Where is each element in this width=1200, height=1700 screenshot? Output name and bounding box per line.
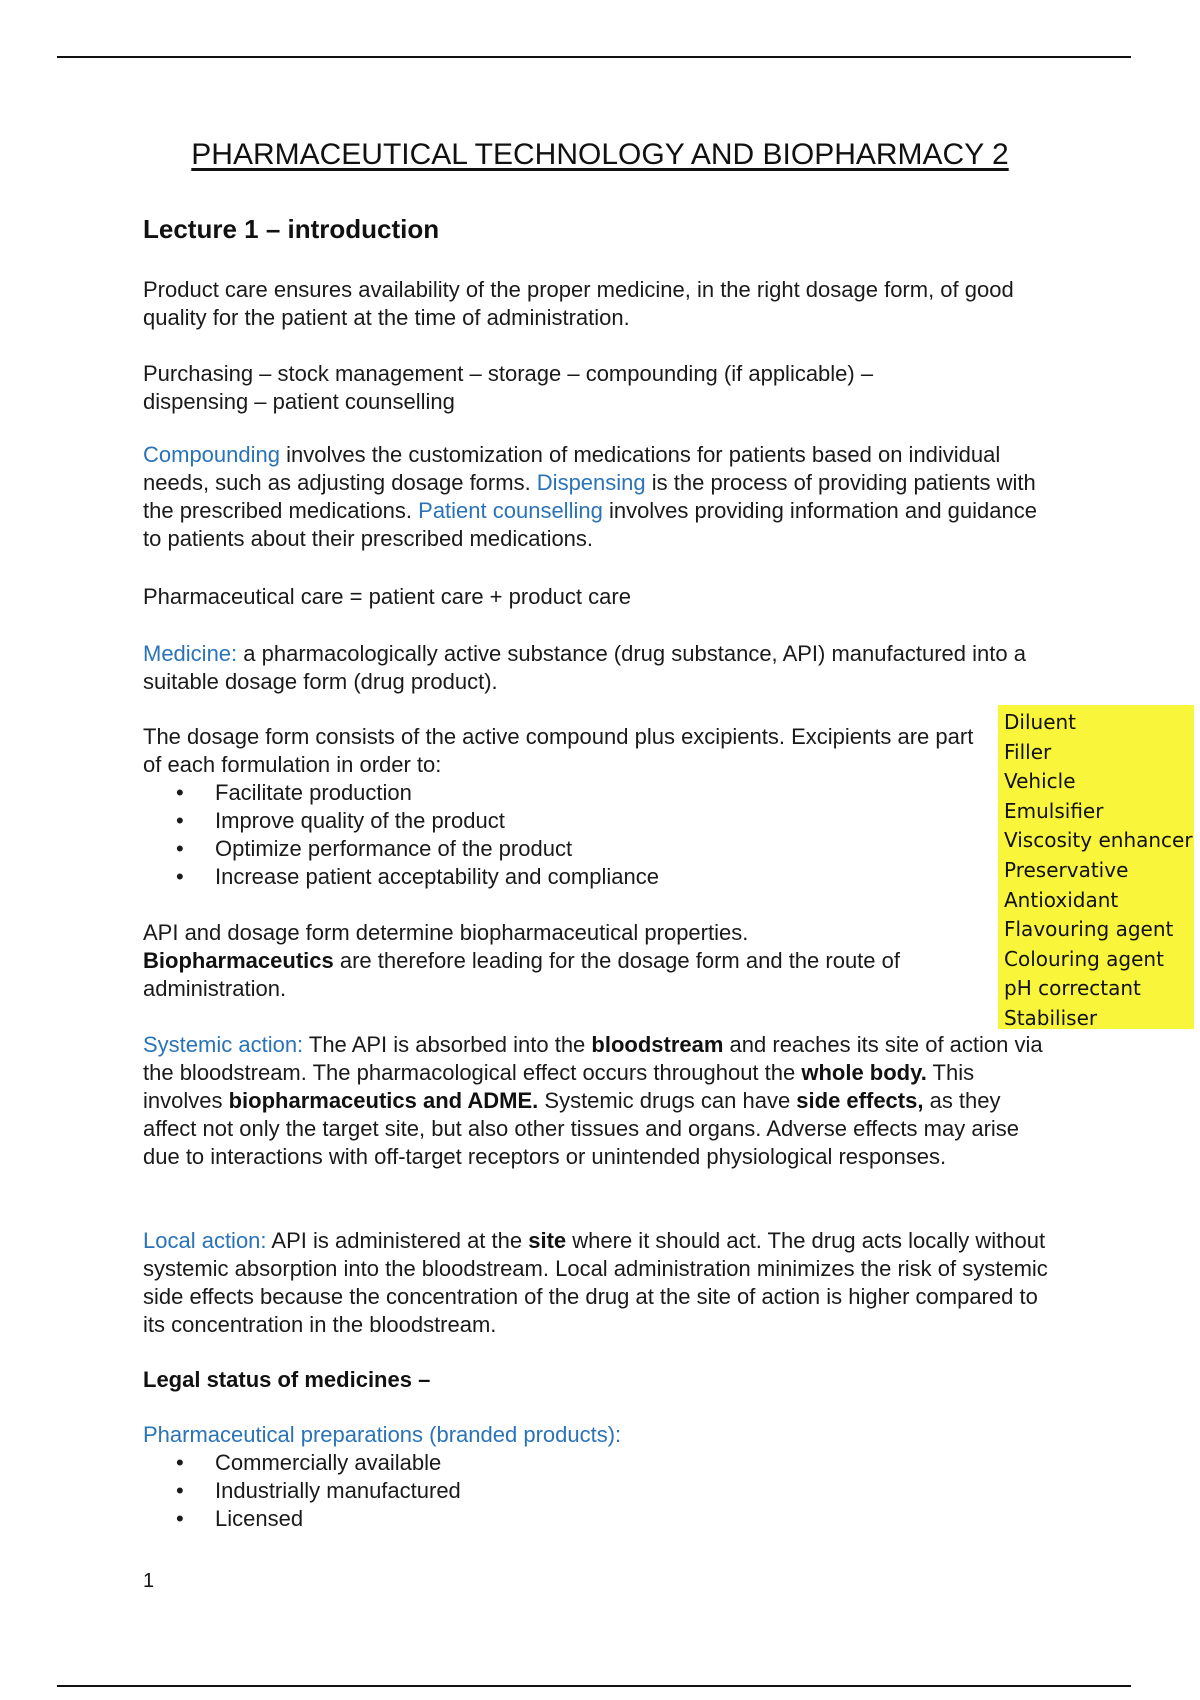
paragraph-local-action: Local action: API is administered at the site where it should act. The drug acts locally without systemic absorption into the bloodstream. Local administration minimizes the risk of systemic side effects because the concentration of the drug at the site of action is higher compared to its concentration in the bloodstream.	[143, 1228, 1048, 1337]
list-item: • Commercially available	[143, 1449, 461, 1477]
excipient-type: Preservative	[1004, 857, 1129, 882]
excipient-type: Filler	[1004, 739, 1052, 764]
excipient-type: Emulsifier	[1004, 798, 1104, 823]
excipient-type: Vehicle	[1004, 769, 1076, 794]
page-number: 1	[143, 1570, 155, 1592]
paragraph-medicine: Medicine: a pharmacologically active substance (drug substance, API) manufactured into a suitable dosage form (drug product).	[143, 641, 1026, 694]
pharmaceutical-preparations-heading: Pharmaceutical preparations (branded products):	[143, 1422, 622, 1447]
list-item: • Optimize performance of the product	[143, 835, 659, 863]
excipient-type: Antioxidant	[1004, 887, 1119, 912]
paragraph-biopharmaceutics: API and dosage form determine biopharmaceutical properties. Biopharmaceutics are therefore leading for the dosage form and the route of administration.	[143, 920, 900, 1001]
list-item: • Facilitate production	[143, 779, 659, 807]
document-title: PHARMACEUTICAL TECHNOLOGY AND BIOPHARMACY 2	[191, 138, 1009, 171]
paragraph-supply-chain: Purchasing – stock management – storage – compounding (if applicable) – dispensing – patient counselling	[143, 361, 874, 414]
term-patient-counselling: Patient counselling	[418, 498, 603, 523]
term-local-action: Local action:	[143, 1228, 267, 1253]
paragraph-product-care: Product care ensures availability of the proper medicine, in the right dosage form, of good quality for the patient at the time of administration.	[143, 277, 1014, 330]
paragraph-pharmaceutical-care: Pharmaceutical care = patient care + product care	[143, 584, 631, 609]
excipient-type: Stabiliser	[1004, 1005, 1098, 1030]
term-dispensing: Dispensing	[536, 470, 646, 495]
list-item: • Licensed	[143, 1505, 461, 1533]
bottom-rule	[57, 1685, 1131, 1687]
paragraph-compounding: Compounding involves the customization of medications for patients based on individual needs, such as adjusting dosage forms. Dispensing is the process of providing patients with the prescribed medications. Patient counselling involves providing information and guidance to patients about their prescribed medications.	[143, 442, 1037, 551]
excipient-type: Colouring agent	[1004, 946, 1164, 971]
legal-status-heading: Legal status of medicines –	[143, 1367, 431, 1392]
excipient-type: Flavouring agent	[1004, 917, 1174, 942]
excipient-type: Viscosity enhancer	[1004, 828, 1193, 853]
excipient-type: Diluent	[1004, 710, 1077, 734]
top-rule	[57, 56, 1131, 58]
excipient-type: pH correctant	[1004, 976, 1141, 1001]
excipient-types-highlight-box	[998, 705, 1194, 1029]
list-item: • Improve quality of the product	[143, 807, 659, 835]
paragraph-dosage-form: The dosage form consists of the active compound plus excipients. Excipients are part of each formulation in order to:	[143, 724, 974, 777]
pharmaceutical-preparations-list	[143, 1449, 461, 1533]
paragraph-systemic-action: Systemic action: The API is absorbed into the bloodstream and reaches its site of action via the bloodstream. The pharmacological effect occurs throughout the whole body. This involves biopharmaceutics and ADME. Systemic drugs can have side effects, as they affect not only the target site, but also other tissues and organs. Adverse effects may arise due to interactions with off-target receptors or unintended physiological responses.	[143, 1032, 1043, 1169]
term-compounding: Compounding	[143, 442, 280, 467]
list-item: • Industrially manufactured	[143, 1477, 461, 1505]
excipient-purpose-list	[143, 779, 659, 891]
lecture-heading: Lecture 1 – introduction	[143, 214, 440, 244]
term-medicine: Medicine:	[143, 641, 238, 666]
term-systemic-action: Systemic action:	[143, 1032, 304, 1057]
list-item: • Increase patient acceptability and compliance	[143, 863, 659, 891]
